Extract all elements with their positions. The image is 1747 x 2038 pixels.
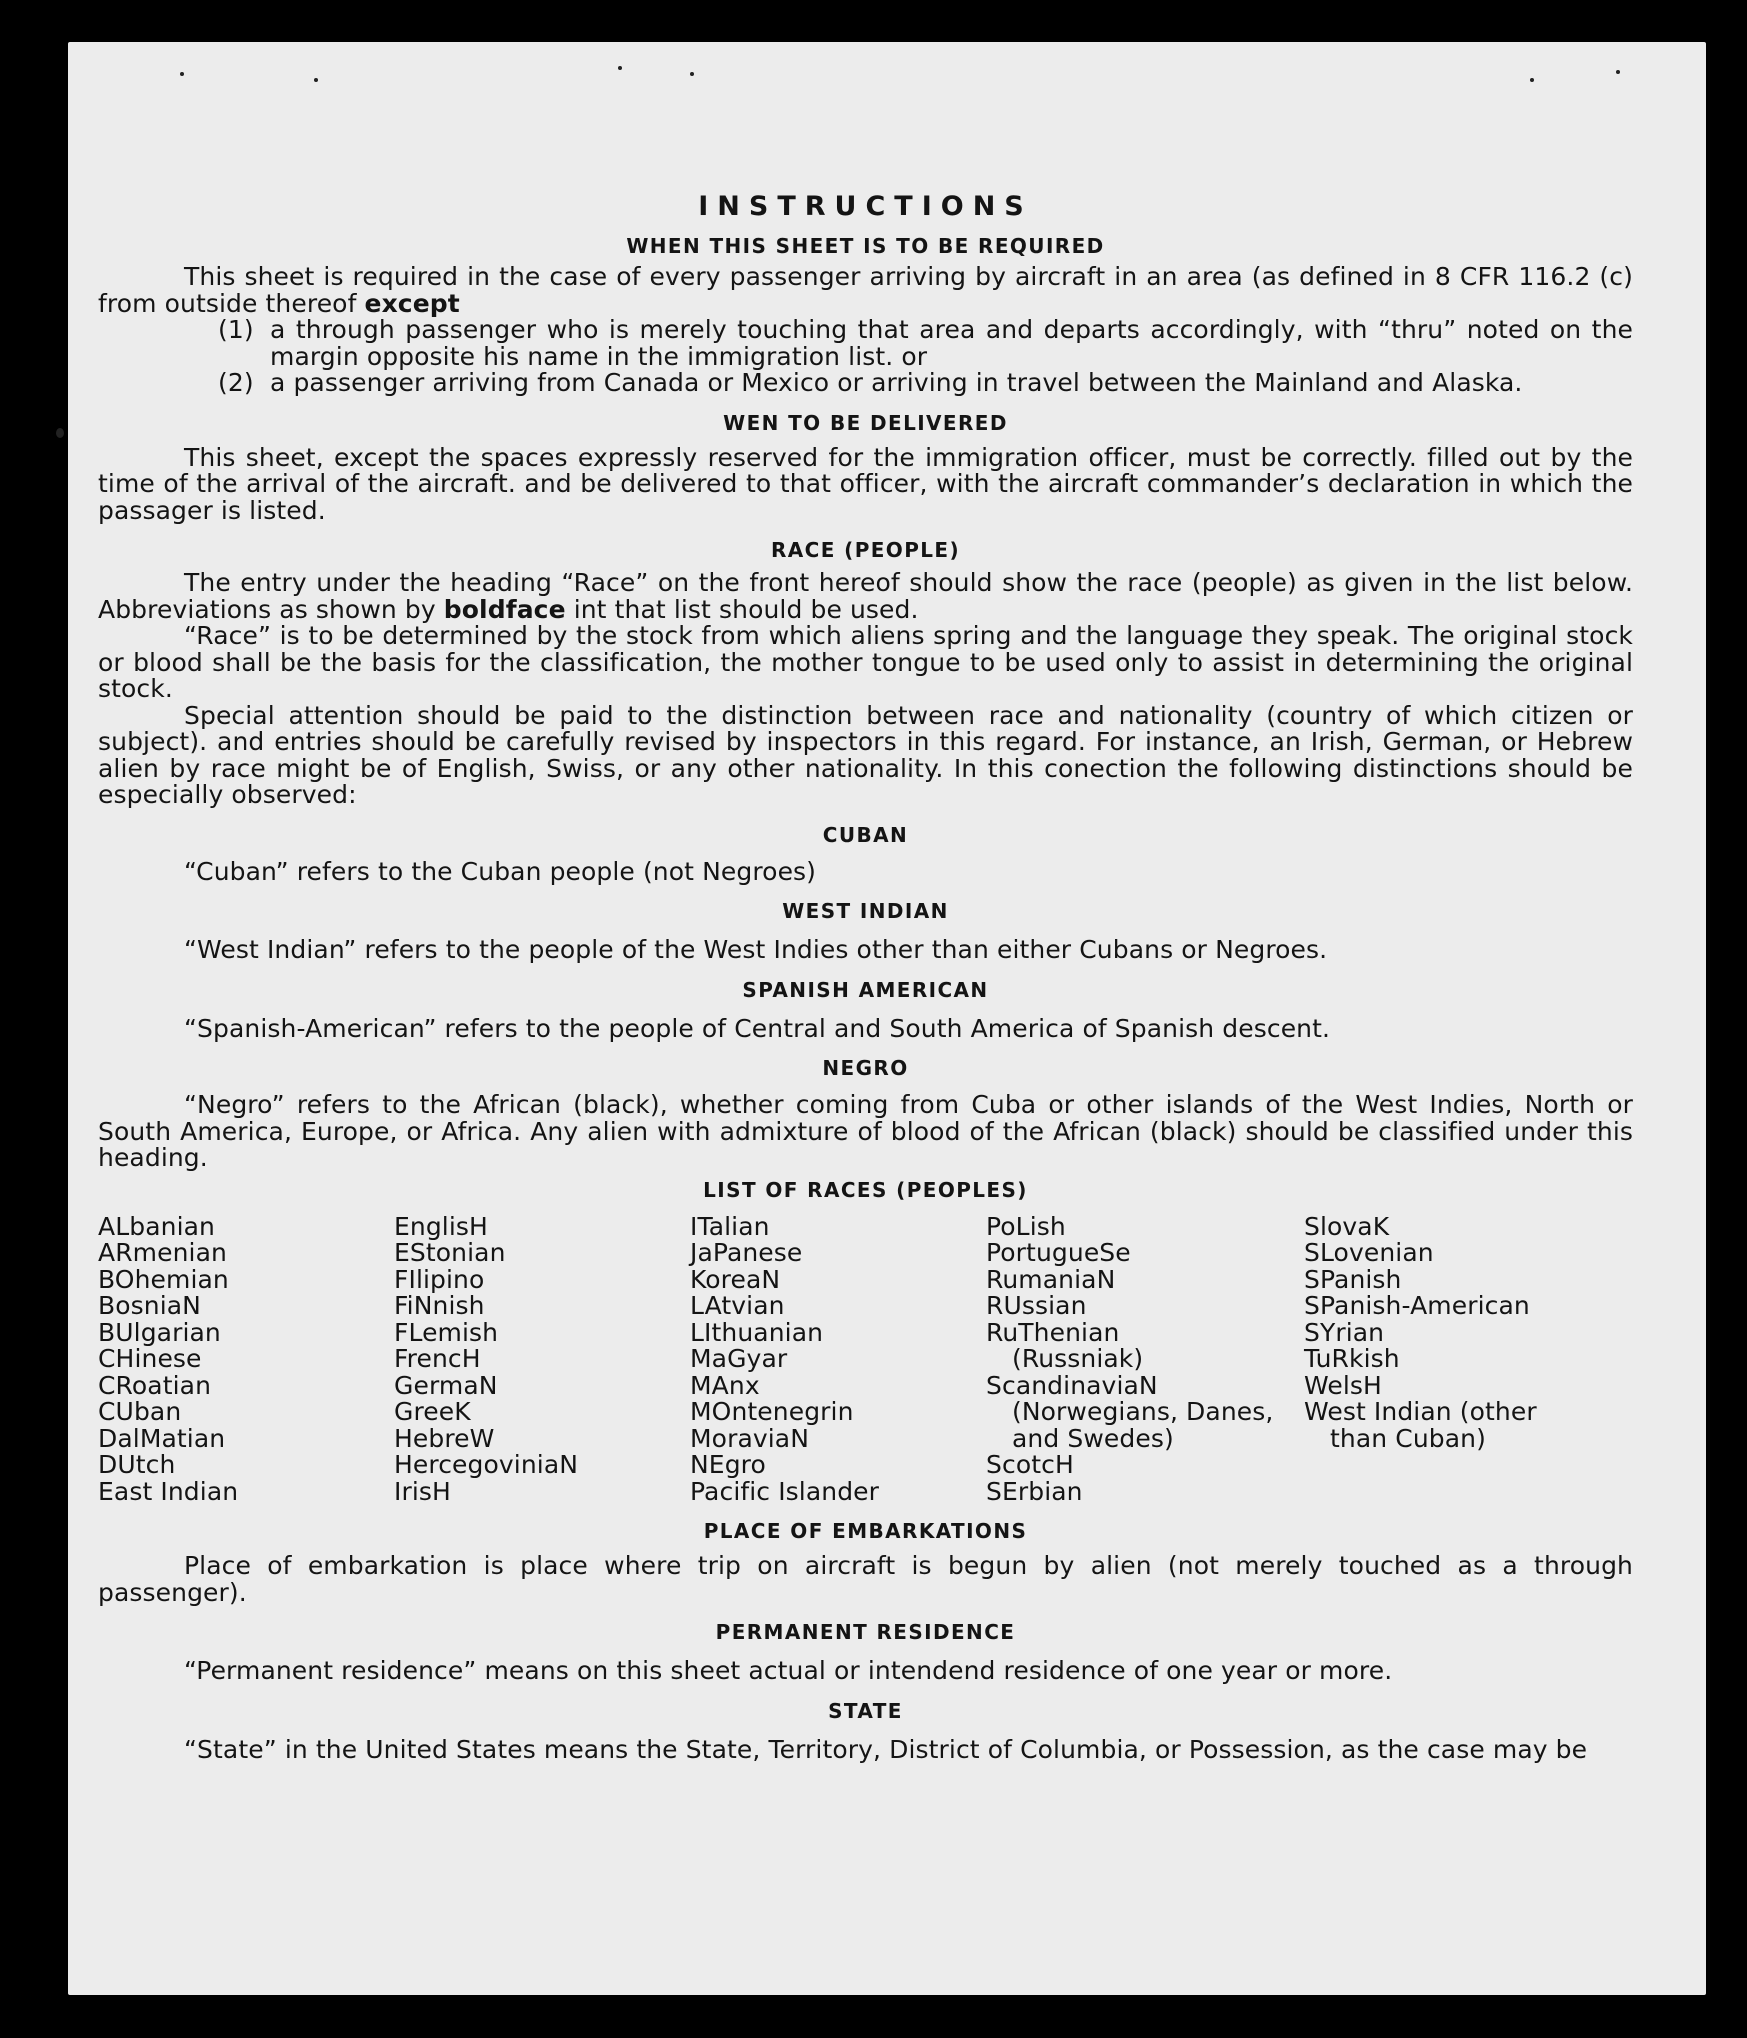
list-item: RumaniaN	[986, 1264, 1116, 1294]
list-item: RuThenian (Russniak)	[986, 1317, 1144, 1373]
heading-when-required: WHEN THIS SHEET IS TO BE REQUIRED	[626, 234, 1105, 258]
race-paragraph-3: Special attention should be paid to the distinction between race and nationality (country of which citizen or subject). and entries should be carefully revised by inspectors in this regard. For instance, an Irish, German, or Hebrew alien by race might be of English, Swiss, or any other nationality. In this conection the following distinctions should be especially observed:	[98, 700, 1633, 809]
races-column	[98, 1211, 394, 1506]
except-bold: except	[364, 288, 460, 318]
heading-west-indian: WEST INDIAN	[782, 899, 949, 923]
heading-list-of-races: LIST OF RACES (PEOPLES)	[703, 1177, 1028, 1202]
races-list	[98, 1211, 1633, 1506]
embarkation-text: Place of embarkation is place where trip on aircraft is begun by alien (not merely touched as a through passenger).	[98, 1551, 1633, 1607]
list-item: (2) a passenger arriving from Canada or Mexico or arriving in travel between the Mainland and Alaska.	[218, 368, 1523, 397]
list-item: JaPanese	[690, 1238, 803, 1267]
when-required-intro: This sheet is required in the case of every passenger arriving by aircraft in an area (as defined in 8 CFR 116.2 (c) from outside thereof except	[98, 262, 1633, 318]
list-item: (1) a through passenger who is merely touching that area and departs accordingly, with “thru” noted on the margin opposite his name in the immigration list. or	[218, 315, 1633, 371]
scan-speck	[314, 78, 318, 82]
list-item: CRoatian	[98, 1370, 212, 1400]
list-item: DalMatian	[98, 1423, 226, 1453]
list-item: CHinese	[98, 1344, 202, 1373]
races-column	[394, 1211, 690, 1506]
list-item: HercegoviniaN	[394, 1450, 579, 1479]
list-item: SErbian	[986, 1476, 1083, 1506]
heading-when-delivered: WEN TO BE DELIVERED	[723, 410, 1008, 435]
heading-embarkation: PLACE OF EMBARKATIONS	[703, 1519, 1028, 1543]
scan-speck	[1530, 78, 1534, 82]
page-title: INSTRUCTIONS	[698, 191, 1033, 222]
list-item: ScandinaviaN (Norwegians, Danes, and Swedes)	[986, 1370, 1274, 1453]
list-item: LIthuanian	[690, 1317, 824, 1347]
scan-speck	[56, 428, 64, 438]
heading-permanent-residence: PERMANENT RESIDENCE	[715, 1620, 1016, 1644]
spanish-american-text: “Spanish-American” refers to the people of Central and South America of Spanish descent.	[184, 1013, 1331, 1043]
list-item: MAnx	[690, 1370, 760, 1400]
races-column	[986, 1211, 1304, 1506]
list-item: SPanish	[1304, 1264, 1402, 1294]
scan-speck	[618, 66, 622, 70]
heading-negro: NEGRO	[822, 1056, 909, 1080]
list-item: MoraviaN	[690, 1423, 810, 1453]
list-item: RUssian	[986, 1291, 1087, 1320]
list-item: SLovenian	[1304, 1238, 1434, 1267]
list-item: GreeK	[394, 1397, 471, 1426]
list-item: CUban	[98, 1397, 182, 1426]
race-paragraph-2: “Race” is to be determined by the stock from which aliens spring and the language they speak. The original stock or blood shall be the basis for the classification, the mother tongue to be used only to assist in determining the original stock.	[98, 621, 1633, 703]
list-item: TuRkish	[1304, 1344, 1400, 1373]
list-item: ARmenian	[98, 1238, 227, 1267]
residence-text: “Permanent residence” means on this sheet actual or intendend residence of one year or more.	[184, 1656, 1393, 1685]
instructions-content	[98, 190, 1633, 1763]
list-item: SlovaK	[1304, 1211, 1390, 1241]
list-item: ALbanian	[98, 1211, 215, 1241]
races-column	[690, 1211, 986, 1506]
list-item: KoreaN	[690, 1264, 781, 1294]
list-item: GermaN	[394, 1370, 498, 1400]
list-item: NEgro	[690, 1450, 766, 1479]
list-item: BosniaN	[98, 1291, 201, 1320]
list-item: EStonian	[394, 1238, 506, 1267]
west-indian-text: “West Indian” refers to the people of the West Indies other than either Cubans or Negroes.	[184, 935, 1328, 964]
scan-speck	[180, 72, 184, 76]
list-item: MaGyar	[690, 1344, 788, 1373]
list-item: SPanish-American	[1304, 1291, 1530, 1320]
list-item: FLemish	[394, 1317, 499, 1347]
state-text: “State” in the United States means the State, Territory, District of Columbia, or Possession, as the case may be	[184, 1734, 1588, 1764]
list-item: IrisH	[394, 1476, 451, 1506]
heading-cuban: CUBAN	[822, 822, 909, 847]
list-item: FrencH	[394, 1344, 481, 1373]
list-item: ITalian	[690, 1211, 770, 1241]
races-column	[1304, 1211, 1600, 1506]
document-sheet	[68, 42, 1706, 1995]
when-delivered-text: This sheet, except the spaces expressly reserved for the immigration officer, must be correctly. filled out by the time of the arrival of the aircraft. and be delivered to that officer, with the aircraft commander’s declaration in which the passager is listed.	[98, 442, 1633, 525]
heading-race: RACE (PEOPLE)	[770, 538, 961, 562]
list-item: MOntenegrin	[690, 1397, 854, 1426]
boldface-bold: boldface	[443, 594, 566, 624]
list-item: BUlgarian	[98, 1317, 221, 1347]
list-item: BOhemian	[98, 1264, 229, 1294]
list-item: SYrian	[1304, 1317, 1385, 1347]
list-item: PortugueSe	[986, 1238, 1131, 1267]
race-paragraph-1: The entry under the heading “Race” on the front hereof should show the race (people) as given in the list below. Abbreviations as shown by boldface int that list should be used.	[98, 568, 1633, 624]
list-item: PoLish	[986, 1211, 1066, 1241]
cuban-text: “Cuban” refers to the Cuban people (not Negroes)	[184, 856, 817, 886]
list-item: FiNnish	[394, 1291, 485, 1320]
list-item: Pacific Islander	[690, 1476, 880, 1506]
list-item: DUtch	[98, 1450, 176, 1479]
list-item: LAtvian	[690, 1291, 785, 1320]
list-item: WelsH	[1304, 1370, 1382, 1400]
list-item: East Indian	[98, 1476, 239, 1506]
list-item: HebreW	[394, 1423, 495, 1453]
scan-speck	[690, 72, 694, 76]
list-item: ScotcH	[986, 1450, 1074, 1479]
heading-state: STATE	[828, 1698, 903, 1723]
negro-text: “Negro” refers to the African (black), whether coming from Cuba or other islands of the West Indies, North or South America, Europe, or Africa. Any alien with admixture of blood of the African (black) should be classified under this heading.	[98, 1090, 1633, 1172]
heading-spanish-american: SPANISH AMERICAN	[742, 977, 989, 1002]
scan-speck	[1616, 70, 1620, 74]
list-item: FIlipino	[394, 1264, 485, 1294]
list-item: EnglisH	[394, 1211, 488, 1241]
list-item: West Indian (other than Cuban)	[1304, 1397, 1537, 1453]
